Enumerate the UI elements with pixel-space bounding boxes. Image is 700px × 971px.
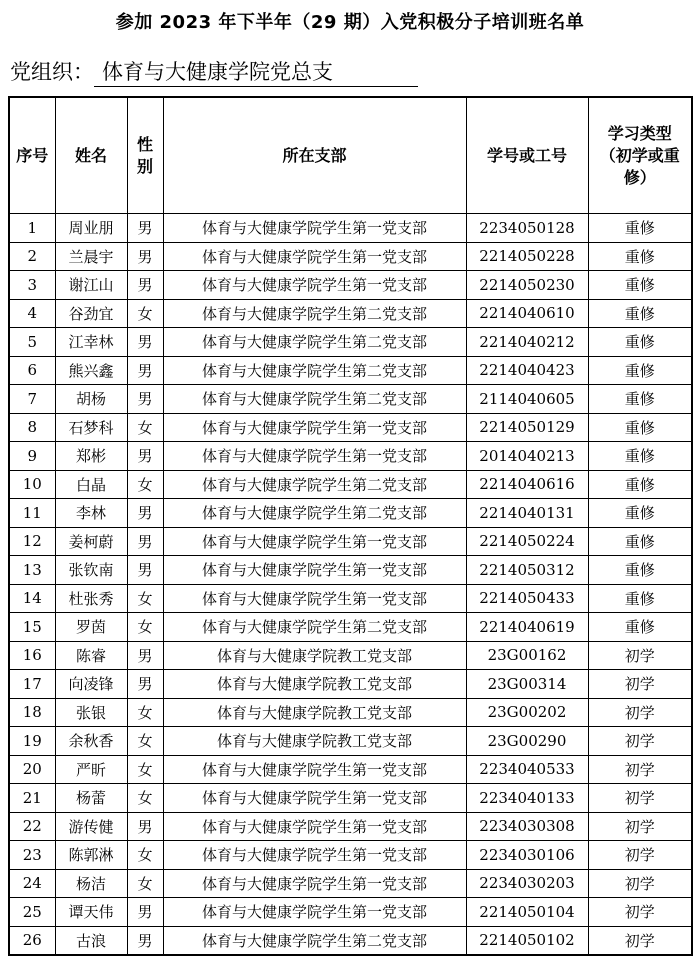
id-cell: 2234030308 [466, 812, 588, 841]
header-study-type: 学习类型（初学或重修） [588, 97, 692, 214]
gender-cell: 男 [127, 328, 163, 357]
seq-cell: 12 [9, 527, 55, 556]
branch-cell: 体育与大健康学院学生第一党支部 [163, 413, 466, 442]
table-row [9, 898, 692, 927]
seq-cell: 11 [9, 499, 55, 528]
name-cell: 游传健 [55, 812, 127, 841]
id-cell: 2234040133 [466, 784, 588, 813]
table-row [9, 214, 692, 243]
id-cell: 2214040616 [466, 470, 588, 499]
header-seq: 序号 [9, 97, 55, 214]
gender-cell: 女 [127, 841, 163, 870]
gender-cell: 女 [127, 869, 163, 898]
table-row [9, 299, 692, 328]
header-gender: 性别 [127, 97, 163, 214]
seq-cell: 6 [9, 356, 55, 385]
name-cell: 杨洁 [55, 869, 127, 898]
study-type-cell: 重修 [588, 613, 692, 642]
id-cell: 2214050230 [466, 271, 588, 300]
header-branch: 所在支部 [163, 97, 466, 214]
seq-cell: 25 [9, 898, 55, 927]
gender-cell: 女 [127, 584, 163, 613]
name-cell: 陈郭淋 [55, 841, 127, 870]
table-row [9, 328, 692, 357]
study-type-cell: 初学 [588, 812, 692, 841]
header-row [9, 97, 692, 214]
seq-cell: 23 [9, 841, 55, 870]
name-cell: 石梦科 [55, 413, 127, 442]
study-type-cell: 重修 [588, 214, 692, 243]
branch-cell: 体育与大健康学院学生第二党支部 [163, 356, 466, 385]
gender-cell: 女 [127, 784, 163, 813]
study-type-cell: 重修 [588, 242, 692, 271]
table-row [9, 641, 692, 670]
name-cell: 姜柯蔚 [55, 527, 127, 556]
study-type-cell: 初学 [588, 698, 692, 727]
id-cell: 2214050228 [466, 242, 588, 271]
id-cell: 2214040423 [466, 356, 588, 385]
seq-cell: 16 [9, 641, 55, 670]
table-row [9, 670, 692, 699]
seq-cell: 13 [9, 556, 55, 585]
branch-cell: 体育与大健康学院学生第二党支部 [163, 470, 466, 499]
table-row [9, 755, 692, 784]
id-cell: 2234030203 [466, 869, 588, 898]
study-type-cell: 重修 [588, 470, 692, 499]
seq-cell: 15 [9, 613, 55, 642]
table-row [9, 556, 692, 585]
seq-cell: 3 [9, 271, 55, 300]
seq-cell: 24 [9, 869, 55, 898]
id-cell: 2014040213 [466, 442, 588, 471]
branch-cell: 体育与大健康学院学生第一党支部 [163, 841, 466, 870]
branch-cell: 体育与大健康学院学生第一党支部 [163, 442, 466, 471]
id-cell: 2214050312 [466, 556, 588, 585]
id-cell: 2234030106 [466, 841, 588, 870]
id-cell: 2214050104 [466, 898, 588, 927]
table-row [9, 584, 692, 613]
study-type-cell: 初学 [588, 841, 692, 870]
id-cell: 2214050224 [466, 527, 588, 556]
name-cell: 胡杨 [55, 385, 127, 414]
id-cell: 2114040605 [466, 385, 588, 414]
gender-cell: 女 [127, 613, 163, 642]
branch-cell: 体育与大健康学院学生第二党支部 [163, 385, 466, 414]
name-cell: 杨蕾 [55, 784, 127, 813]
branch-cell: 体育与大健康学院学生第二党支部 [163, 926, 466, 955]
roster-table-header [9, 97, 692, 214]
gender-cell: 女 [127, 727, 163, 756]
name-cell: 向凌锋 [55, 670, 127, 699]
gender-cell: 男 [127, 214, 163, 243]
name-cell: 陈睿 [55, 641, 127, 670]
gender-cell: 男 [127, 499, 163, 528]
study-type-cell: 重修 [588, 556, 692, 585]
id-cell: 2214040619 [466, 613, 588, 642]
seq-cell: 10 [9, 470, 55, 499]
name-cell: 罗茵 [55, 613, 127, 642]
seq-cell: 19 [9, 727, 55, 756]
document-title: 参加 2023 年下半年（29 期）入党积极分子培训班名单 [115, 12, 585, 33]
gender-cell: 男 [127, 442, 163, 471]
table-row [9, 869, 692, 898]
table-row [9, 242, 692, 271]
seq-cell: 26 [9, 926, 55, 955]
study-type-cell: 重修 [588, 413, 692, 442]
id-cell: 23G00290 [466, 727, 588, 756]
id-cell: 2234050128 [466, 214, 588, 243]
name-cell: 兰晨宇 [55, 242, 127, 271]
name-cell: 杜张秀 [55, 584, 127, 613]
table-row [9, 841, 692, 870]
branch-cell: 体育与大健康学院教工党支部 [163, 727, 466, 756]
seq-cell: 20 [9, 755, 55, 784]
table-row [9, 784, 692, 813]
seq-cell: 22 [9, 812, 55, 841]
party-organization-line [10, 56, 418, 87]
name-cell: 严昕 [55, 755, 127, 784]
branch-cell: 体育与大健康学院学生第一党支部 [163, 584, 466, 613]
seq-cell: 14 [9, 584, 55, 613]
study-type-cell: 重修 [588, 527, 692, 556]
name-cell: 古浪 [55, 926, 127, 955]
gender-cell: 男 [127, 385, 163, 414]
seq-cell: 2 [9, 242, 55, 271]
branch-cell: 体育与大健康学院教工党支部 [163, 698, 466, 727]
seq-cell: 18 [9, 698, 55, 727]
branch-cell: 体育与大健康学院学生第一党支部 [163, 898, 466, 927]
study-type-cell: 重修 [588, 271, 692, 300]
gender-cell: 女 [127, 413, 163, 442]
gender-cell: 男 [127, 926, 163, 955]
study-type-cell: 重修 [588, 584, 692, 613]
seq-cell: 1 [9, 214, 55, 243]
table-row [9, 442, 692, 471]
party-organization-label: 党组织： [10, 60, 94, 84]
branch-cell: 体育与大健康学院学生第一党支部 [163, 527, 466, 556]
party-organization-name: 体育与大健康学院党总支 [94, 56, 418, 87]
table-row [9, 527, 692, 556]
table-row [9, 470, 692, 499]
table-row [9, 613, 692, 642]
seq-cell: 8 [9, 413, 55, 442]
seq-cell: 9 [9, 442, 55, 471]
branch-cell: 体育与大健康学院学生第一党支部 [163, 784, 466, 813]
branch-cell: 体育与大健康学院学生第一党支部 [163, 869, 466, 898]
table-row [9, 812, 692, 841]
branch-cell: 体育与大健康学院学生第一党支部 [163, 242, 466, 271]
branch-cell: 体育与大健康学院学生第一党支部 [163, 812, 466, 841]
gender-cell: 男 [127, 527, 163, 556]
name-cell: 白晶 [55, 470, 127, 499]
gender-cell: 女 [127, 698, 163, 727]
seq-cell: 5 [9, 328, 55, 357]
gender-cell: 男 [127, 556, 163, 585]
id-cell: 23G00162 [466, 641, 588, 670]
name-cell: 张钦南 [55, 556, 127, 585]
roster-table-body [9, 214, 692, 956]
study-type-cell: 初学 [588, 727, 692, 756]
gender-cell: 女 [127, 755, 163, 784]
study-type-cell: 重修 [588, 356, 692, 385]
name-cell: 张银 [55, 698, 127, 727]
gender-cell: 男 [127, 670, 163, 699]
header-id: 学号或工号 [466, 97, 588, 214]
id-cell: 2234040533 [466, 755, 588, 784]
branch-cell: 体育与大健康学院学生第一党支部 [163, 556, 466, 585]
branch-cell: 体育与大健康学院学生第二党支部 [163, 328, 466, 357]
study-type-cell: 初学 [588, 926, 692, 955]
study-type-cell: 初学 [588, 784, 692, 813]
study-type-cell: 重修 [588, 442, 692, 471]
id-cell: 2214040212 [466, 328, 588, 357]
table-row [9, 271, 692, 300]
study-type-cell: 重修 [588, 328, 692, 357]
table-row [9, 356, 692, 385]
gender-cell: 男 [127, 641, 163, 670]
study-type-cell: 初学 [588, 670, 692, 699]
study-type-cell: 初学 [588, 641, 692, 670]
id-cell: 2214050102 [466, 926, 588, 955]
seq-cell: 7 [9, 385, 55, 414]
name-cell: 余秋香 [55, 727, 127, 756]
name-cell: 谢江山 [55, 271, 127, 300]
name-cell: 谭天伟 [55, 898, 127, 927]
name-cell: 周业朋 [55, 214, 127, 243]
study-type-cell: 重修 [588, 499, 692, 528]
branch-cell: 体育与大健康学院教工党支部 [163, 670, 466, 699]
id-cell: 2214040610 [466, 299, 588, 328]
header-name: 姓名 [55, 97, 127, 214]
branch-cell: 体育与大健康学院学生第一党支部 [163, 755, 466, 784]
gender-cell: 男 [127, 812, 163, 841]
branch-cell: 体育与大健康学院学生第二党支部 [163, 499, 466, 528]
gender-cell: 男 [127, 356, 163, 385]
id-cell: 2214040131 [466, 499, 588, 528]
table-row [9, 698, 692, 727]
study-type-cell: 重修 [588, 385, 692, 414]
table-row [9, 413, 692, 442]
table-row [9, 499, 692, 528]
name-cell: 江幸林 [55, 328, 127, 357]
branch-cell: 体育与大健康学院教工党支部 [163, 641, 466, 670]
name-cell: 谷劲宜 [55, 299, 127, 328]
id-cell: 2214050433 [466, 584, 588, 613]
seq-cell: 17 [9, 670, 55, 699]
seq-cell: 4 [9, 299, 55, 328]
study-type-cell: 初学 [588, 869, 692, 898]
branch-cell: 体育与大健康学院学生第一党支部 [163, 214, 466, 243]
roster-table [8, 96, 693, 956]
study-type-cell: 重修 [588, 299, 692, 328]
gender-cell: 男 [127, 271, 163, 300]
study-type-cell: 初学 [588, 898, 692, 927]
seq-cell: 21 [9, 784, 55, 813]
id-cell: 2214050129 [466, 413, 588, 442]
id-cell: 23G00202 [466, 698, 588, 727]
branch-cell: 体育与大健康学院学生第一党支部 [163, 271, 466, 300]
name-cell: 熊兴鑫 [55, 356, 127, 385]
table-row [9, 926, 692, 955]
name-cell: 郑彬 [55, 442, 127, 471]
table-row [9, 385, 692, 414]
table-row [9, 727, 692, 756]
branch-cell: 体育与大健康学院学生第二党支部 [163, 613, 466, 642]
gender-cell: 男 [127, 242, 163, 271]
gender-cell: 女 [127, 470, 163, 499]
id-cell: 23G00314 [466, 670, 588, 699]
gender-cell: 女 [127, 299, 163, 328]
study-type-cell: 初学 [588, 755, 692, 784]
gender-cell: 男 [127, 898, 163, 927]
name-cell: 李林 [55, 499, 127, 528]
branch-cell: 体育与大健康学院学生第二党支部 [163, 299, 466, 328]
